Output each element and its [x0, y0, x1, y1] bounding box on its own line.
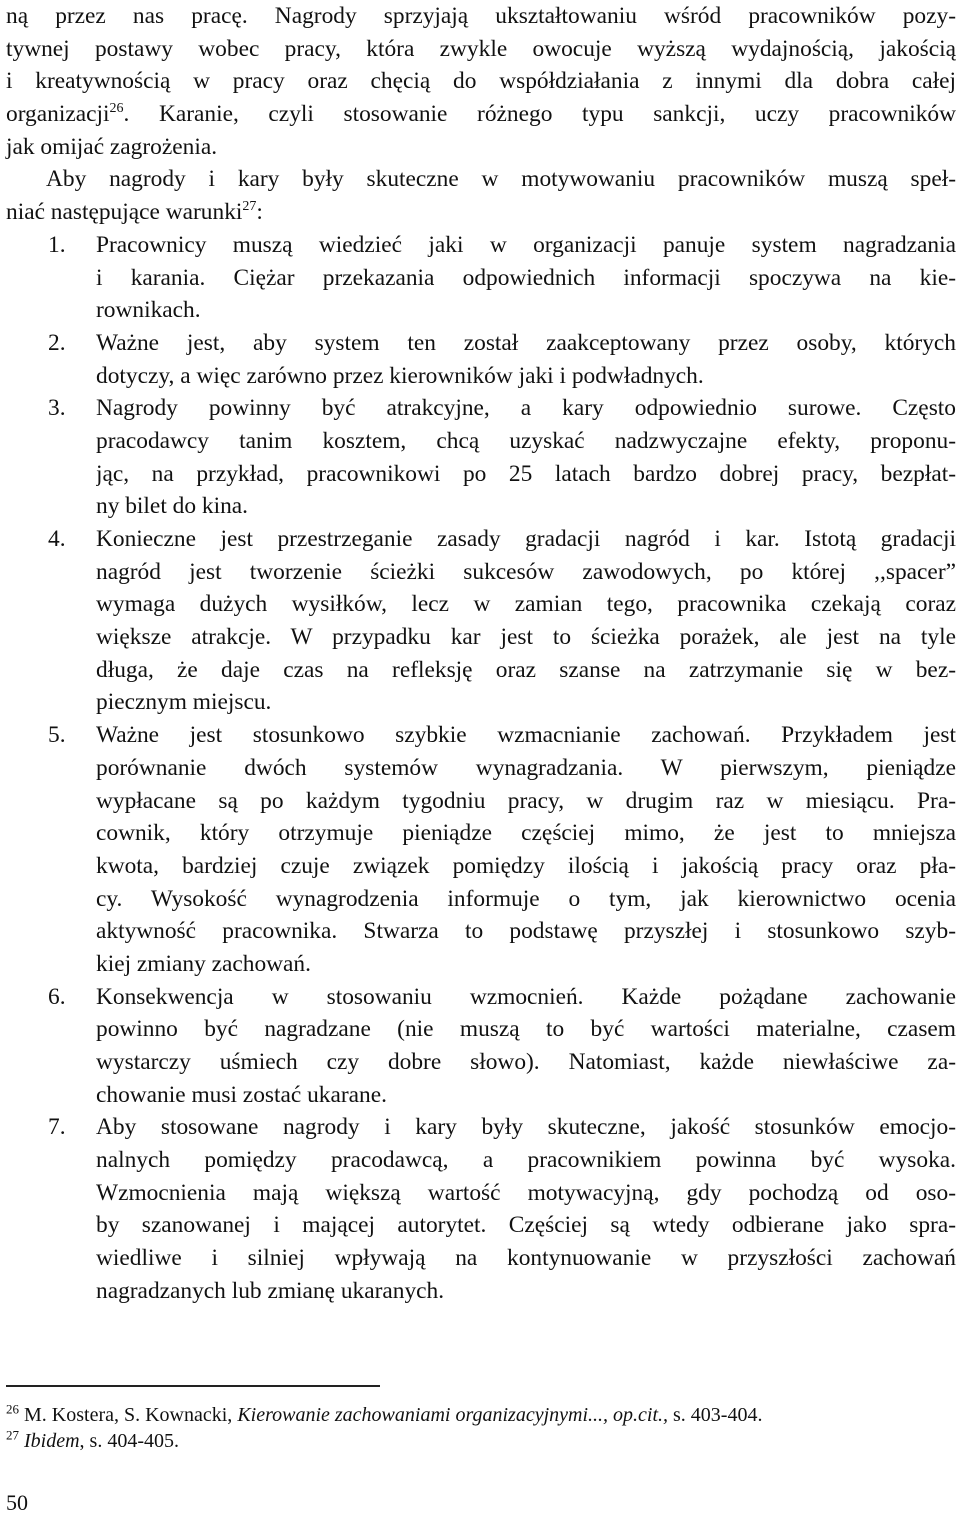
text-line: porównanie dwóch systemów wynagradzania. W pierwszym, pieniądze	[96, 754, 956, 781]
list-item	[6, 392, 956, 523]
text-line: by szanowanej i mającej autorytet. Częściej są wtedy odbierane jako spra-	[96, 1212, 956, 1239]
list-number: 2.	[48, 329, 66, 356]
text-line: ną przez nas pracę. Nagrody sprzyjają ukształtowaniu wśród pracowników pozy-	[6, 3, 956, 29]
footnote-separator	[6, 1385, 380, 1387]
list-item	[6, 719, 956, 981]
list-number: 3.	[48, 395, 66, 422]
numbered-list	[6, 229, 956, 1308]
body-text	[6, 0, 956, 1308]
text-line: ny bilet do kina.	[96, 493, 249, 520]
list-number: 7.	[48, 1114, 66, 1141]
text-line: i kreatywnością w pracy oraz chęcią do współdziałania z innymi dla dobra całej	[6, 68, 956, 95]
list-item	[6, 229, 956, 327]
text-line: Ważne jest, aby system ten został zaakceptowany przez osoby, których	[96, 329, 956, 356]
list-item	[6, 523, 956, 719]
list-item	[6, 981, 956, 1112]
text-line: Konieczne jest przestrzeganie zasady gradacji nagród i kar. Istotą gradacji	[96, 526, 956, 552]
text-line: Wzmocnienia mają większą wartość motywacyjną, gdy pochodzą od oso-	[96, 1179, 956, 1206]
footnote-number: 27	[6, 1427, 19, 1443]
text-fragment: organizacji	[6, 101, 110, 128]
text-line: wypłacane są po każdym tygodniu pracy, w drugim raz w miesiącu. Pra-	[96, 787, 956, 814]
footnote-title: Kierowanie zachowaniami organizacyjnymi..., op.cit.,	[237, 1404, 669, 1426]
list-number: 5.	[48, 722, 66, 749]
text-line: nagród jest tworzenie ścieżki sukcesów zawodowych, po której ,,spacer”	[96, 558, 956, 585]
text-line: Ważne jest stosunkowo szybkie wzmacnianie zachowań. Przykładem jest	[96, 722, 956, 749]
text-fragment: . Karanie, czyli stosowanie różnego typu sankcji, uczy pracowników	[123, 101, 956, 128]
text-line: rownikach.	[96, 297, 201, 324]
text-line: aktywność pracownika. Stwarza to podstawę przyszłej i stosunkowo szyb-	[96, 918, 956, 945]
text-line: cy. Wysokość wynagrodzenia informuje o tym, jak kierownictwo ocenia	[96, 885, 956, 912]
text-line: wiedliwe i silniej wpływają na kontynuowanie w przyszłości zachowań	[96, 1245, 956, 1272]
text-line: większe atrakcje. W przypadku kar jest to ścieżka porażek, ale jest na tyle	[96, 624, 956, 651]
text-fragment: s. 403-404.	[668, 1404, 763, 1426]
text-line	[6, 196, 956, 229]
text-fragment: , s. 404-405.	[79, 1430, 179, 1452]
list-number: 1.	[48, 231, 66, 258]
text-line: chowanie musi zostać ukarane.	[96, 1081, 387, 1108]
text-line: jak omijać zagrożenia.	[6, 133, 218, 160]
text-fragment: niać następujące warunki	[6, 199, 243, 226]
text-line: nalnych pomiędzy pracodawcą, a pracownikiem powinna być wysoka.	[96, 1147, 956, 1174]
text-line: wystarczy uśmiech czy dobre słowo). Natomiast, każde niewłaściwe za-	[96, 1049, 956, 1075]
text-line: dotyczy, a więc zarówno przez kierowników jaki i podwładnych.	[96, 362, 704, 389]
list-number: 6.	[48, 983, 66, 1010]
text-line: Konsekwencja w stosowaniu wzmocnień. Każde pożądane zachowanie	[96, 983, 956, 1010]
footnote	[6, 1402, 762, 1428]
footnote	[6, 1428, 179, 1454]
footnote-number: 26	[6, 1401, 19, 1417]
page-number: 50	[6, 1490, 28, 1515]
text-line: kwota, bardziej czuje związek pomiędzy ilością i jakością pracy oraz pła-	[96, 852, 956, 879]
text-line: Aby stosowane nagrody i kary były skuteczne, jakość stosunków emocjo-	[96, 1114, 956, 1141]
text-line: długa, że daje czas na refleksję oraz szanse na zatrzymanie się w bez-	[96, 656, 956, 683]
text-line: powinno być nagradzane (nie muszą to być wartości materialne, czasem	[96, 1016, 956, 1043]
text-line: wymaga dużych wysiłków, lecz w zamian tego, pracownika czekają coraz	[96, 591, 956, 618]
text-line: nagradzanych lub zmianę ukaranych.	[96, 1277, 445, 1304]
footnote-ref: 27	[242, 199, 257, 215]
list-number: 4.	[48, 526, 66, 552]
text-line: tywnej postawy wobec pracy, która zwykle owocuje wyższą wydajnością, jakością	[6, 35, 956, 62]
list-item	[6, 327, 956, 392]
list-item	[6, 1111, 956, 1307]
text-line: Aby nagrody i kary były skuteczne w motywowaniu pracowników muszą speł-	[46, 166, 956, 193]
text-line: i karania. Ciężar przekazania odpowiednich informacji spoczywa na kie-	[96, 264, 956, 291]
text-line: Nagrody powinny być atrakcyjne, a kary odpowiednio surowe. Często	[96, 395, 956, 422]
text-line: pracodawcy tanim kosztem, chcą uzyskać nadzwyczajne efekty, proponu-	[96, 427, 956, 454]
footnote-ref: 26	[109, 101, 124, 117]
text-line: piecznym miejscu.	[96, 689, 272, 716]
text-line: jąc, na przykład, pracownikowi po 25 latach bardzo dobrej pracy, bezpłat-	[96, 460, 956, 487]
text-line: kiej zmiany zachowań.	[96, 950, 311, 977]
text-line	[6, 98, 956, 131]
text-fragment: :	[256, 199, 263, 226]
text-line: Pracownicy muszą wiedzieć jaki w organizacji panuje system nagradzania	[96, 231, 956, 258]
text-fragment: M. Kostera, S. Kownacki,	[24, 1404, 238, 1426]
text-line: cownik, który otrzymuje pieniądze częściej mimo, że jest to mniejsza	[96, 820, 956, 847]
footnote-title: Ibidem	[24, 1430, 80, 1452]
